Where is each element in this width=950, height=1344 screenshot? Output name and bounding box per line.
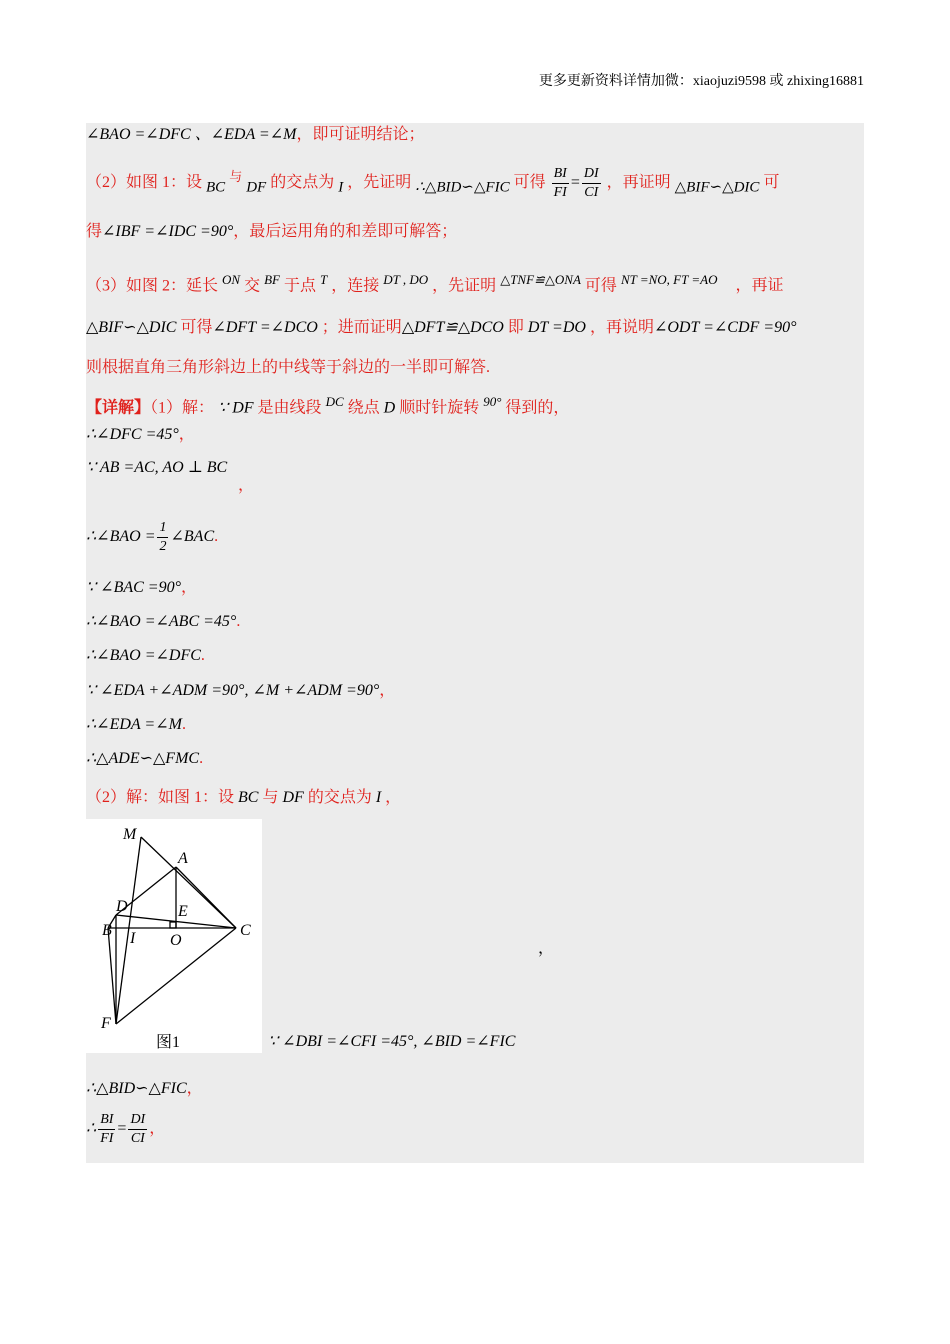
solution-line-3-comma: ， [238,477,255,494]
text: ，即可证明结论； [296,126,425,143]
analysis-part2-line1: （2）如图 1：设 BC $^与$ DF 的交点为 I ，先证明 ∴△BID∽△FIC 可得 $\frac{BI}{FI}$ = $\frac{DI}{CI}$ ，再证明 △BIF∽△DIC 可 [86,166,780,200]
analysis-part2-line2: 得∠IBF =∠IDC =90°，最后运用角的和差即可解答； [86,223,458,240]
solution-line-10: ∴△ADE∽△FMC. [86,750,204,767]
label-I: I [130,930,136,947]
label-C: C [240,922,251,939]
solution-line-9: ∴∠EDA =∠M. [86,716,186,733]
label-M: M [123,826,137,843]
analysis-line-1 [86,124,424,146]
math-expr: ∠BAO =∠DFC 、∠EDA =∠M [86,126,297,143]
fraction-half: $\frac{1}{2}$ [159,520,167,554]
solution-line-8: ∵ ∠EDA +∠ADM =90°, ∠M +∠ADM =90°， [86,682,396,699]
solution-line-4: ∴∠BAO = $\frac{1}{2}$ ∠BAC. [86,520,219,554]
figure-svg [86,819,262,1053]
fraction-bi-fi: $\frac{BI}{FI}$ [100,1112,114,1146]
label-A: A [178,850,188,867]
solution-tag: 【详解】 [86,399,151,417]
solution-line-14: ∴ $\frac{BI}{FI}$ = $\frac{DI}{CI}$ ， [86,1112,166,1146]
analysis-part3-line3: 则根据直角三角形斜边上的中线等于斜边的一半即可解答. [86,359,491,376]
fraction-di-ci: $\frac{DI}{CI}$ [583,166,599,200]
label-O: O [170,932,182,949]
page-header: 更多更新资料详情加微：xiaojuzi9598 或 zhixing16881 [538,74,864,89]
solution-line-6: ∴∠BAO =∠ABC =45°. [86,613,241,630]
fraction-bi-fi: $\frac{BI}{FI}$ [553,166,567,200]
stray-comma: ， [538,940,555,957]
solution-part2-heading: （2）解：如图 1：设 BC 与 DF 的交点为 I ， [86,789,402,806]
solution-line-5: ∵ ∠BAC =90°， [86,579,198,596]
analysis-part3-line2: △BIF∽△DIC 可得∠DFT =∠DCO ；进而证明△DFT≌△DCO 即 DT =DO ，再说明∠ODT =∠CDF =90° [86,319,797,336]
solution-line-1: 【详解】（1）解： ∵ DF 是由线段 $^{DC}$ 绕点 D 顺时针旋转 $^{90^\circ}$ 得到的， [86,394,570,417]
label-D: D [116,898,128,915]
analysis-part3-line1: （3）如图 2：延长 $^{ON}$ 交 $^{BF}$ 于点 $^T$ ，连接 $^{DT , DO}$ ，先证明 $^{\triangle TNF≌\triangle ONA}$ 可得 $^{NT =NO, FT =AO}$ ，再证 [86,272,784,295]
content-panel [86,123,864,1163]
geometry-figure-1 [86,819,262,1053]
label-E: E [178,903,188,920]
label-B: B [102,922,112,939]
fraction-di-ci: $\frac{DI}{CI}$ [130,1112,146,1146]
solution-line-3: ∵ AB =AC, AO ⊥ BC [86,459,228,476]
solution-line-13: ∴△BID∽△FIC， [86,1080,203,1097]
figure-caption: 图1 [156,1034,181,1051]
solution-line-12: ∵ ∠DBI =∠CFI =45°, ∠BID =∠FIC [268,1033,516,1050]
solution-line-7: ∴∠BAO =∠DFC. [86,647,205,664]
solution-line-2: ∴∠DFC =45°， [86,426,195,443]
label-F: F [101,1015,111,1032]
